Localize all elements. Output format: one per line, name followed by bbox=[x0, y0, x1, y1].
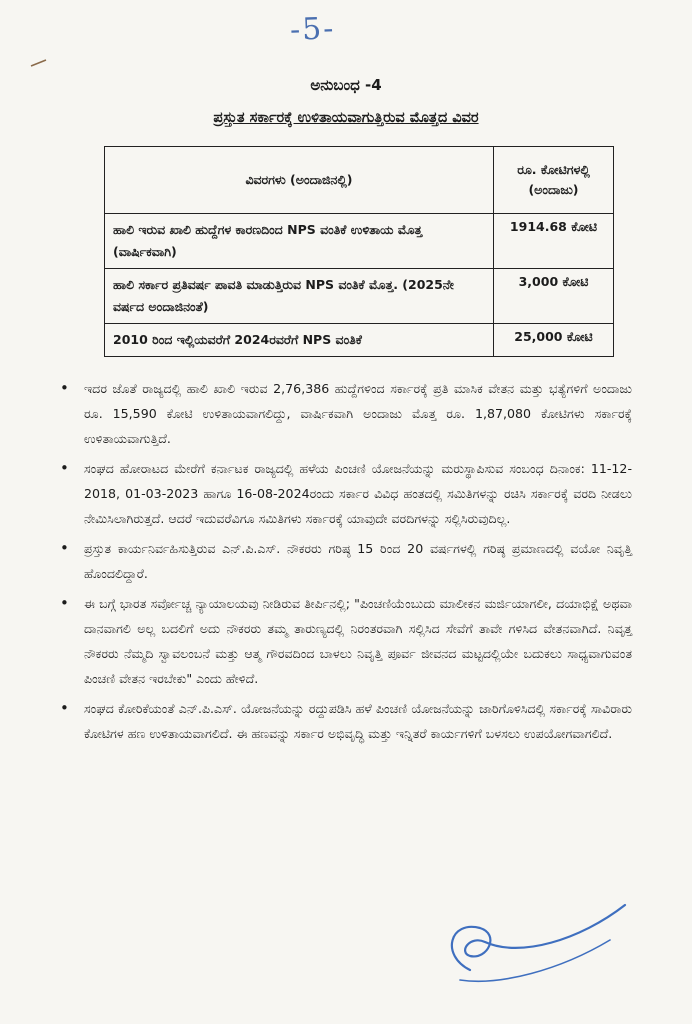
row-description: ಹಾಲಿ ಇರುವ ಖಾಲಿ ಹುದ್ದೆಗಳ ಕಾರಣದಿಂದ NPS ವಂತಿಕೆ ಉಳಿತಾಯ ಮೊತ್ತ (ವಾರ್ಷಿಕವಾಗಿ) bbox=[105, 214, 494, 269]
pen-mark bbox=[30, 58, 48, 68]
table-row bbox=[105, 269, 614, 324]
bullet-list bbox=[60, 376, 632, 751]
row-amount: 25,000 ಕೋಟಿ bbox=[494, 324, 614, 357]
row-description: 2010 ರಿಂದ ಇಲ್ಲಿಯವರೆಗೆ 2024ರವರೆಗೆ NPS ವಂತಿಕೆ bbox=[105, 324, 494, 357]
list-item bbox=[60, 376, 632, 451]
list-item bbox=[60, 536, 632, 586]
page-heading: ಪ್ರಸ್ತುತ ಸರ್ಕಾರಕ್ಕೆ ಉಳಿತಾಯವಾಗುತ್ತಿರುವ ಮೊತ್ತದ ವಿವರ bbox=[213, 110, 479, 126]
annexure-title: ಅನುಬಂಧ -4 bbox=[310, 76, 382, 94]
point-text: ಇದರ ಜೊತೆ ರಾಜ್ಯದಲ್ಲಿ ಹಾಲಿ ಖಾಲಿ ಇರುವ 2,76,386 ಹುದ್ದೆಗಳಿಂದ ಸರ್ಕಾರಕ್ಕೆ ಪ್ರತಿ ಮಾಸಿಕ ವೇತನ ಮತ್ತು ಭತ್ಯೆಗಳಿಗೆ ಅಂದಾಜು ರೂ. 15,590 ಕೋಟಿ ಉಳಿತಾಯವಾಗಲಿದ್ದು, ವಾರ್ಷಿಕವಾಗಿ ಅಂದಾಜು ಮೊತ್ತ ರೂ. 1,87,080 ಕೋಟಿಗಳು ಸರ್ಕಾರಕ್ಕೆ ಉಳಿತಾಯವಾಗುತ್ತಿದೆ. bbox=[84, 381, 632, 446]
savings-table bbox=[104, 146, 614, 357]
table-row bbox=[105, 324, 614, 357]
point-text: ಈ ಬಗ್ಗೆ ಭಾರತ ಸರ್ವೋಚ್ಚ ನ್ಯಾಯಾಲಯವು ನೀಡಿರುವ ತೀರ್ಪಿನಲ್ಲಿ; "ಪಿಂಚಣಿಯೆಂಬುದು ಮಾಲೀಕನ ಮರ್ಜಿಯಾಗಲೀ, ದಯಾಭಿಕ್ಷೆ ಅಥವಾ ದಾನವಾಗಲಿ ಅಲ್ಲ ಬದಲಿಗೆ ಅದು ನೌಕರರು ತಮ್ಮ ತಾರುಣ್ಯದಲ್ಲಿ ನಿರಂತರವಾಗಿ ಸಲ್ಲಿಸಿದ ಸೇವೆಗೆ ತಾವೇ ಗಳಿಸಿದ ವೇತನವಾಗಿದೆ. ನಿವೃತ್ತ ನೌಕರರು ನೆಮ್ಮದಿ ಸ್ವಾವಲಂಬನೆ ಮತ್ತು ಆತ್ಮ ಗೌರವದಿಂದ ಬಾಳಲು ನಿವೃತ್ತಿ ಪೂರ್ವ ಜೀವನದ ಮಟ್ಟದಲ್ಲಿಯೇ ಬದುಕಲು ಸಾಧ್ಯವಾಗುವಂತ ಪಿಂಚಣಿ ವೇತನ ಇರಬೇಕು" ಎಂದು ಹೇಳಿದೆ. bbox=[84, 596, 632, 686]
point-text: ಪ್ರಸ್ತುತ ಕಾರ್ಯನಿರ್ವಹಿಸುತ್ತಿರುವ ಎನ್.ಪಿ.ಎಸ್. ನೌಕರರು ಗರಿಷ್ಠ 15 ರಿಂದ 20 ವರ್ಷಗಳಲ್ಲಿ ಗರಿಷ್ಠ ಪ್ರಮಾಣದಲ್ಲಿ ವಯೋ ನಿವೃತ್ತಿ ಹೊಂದಲಿದ್ದಾರೆ. bbox=[84, 541, 632, 581]
point-text: ಸಂಘದ ಹೋರಾಟದ ಮೇರೆಗೆ ಕರ್ನಾಟಕ ರಾಜ್ಯದಲ್ಲಿ ಹಳೆಯ ಪಿಂಚಣಿ ಯೋಜನೆಯನ್ನು ಮರುಸ್ಥಾಪಿಸುವ ಸಂಬಂಧ ದಿನಾಂಕ: 11-12-2018, 01-03-2023 ಹಾಗೂ 16-08-2024ರಂದು ಸರ್ಕಾರ ವಿವಿಧ ಹಂತದಲ್ಲಿ ಸಮಿತಿಗಳನ್ನು ರಚಿಸಿ ಸರ್ಕಾರಕ್ಕೆ ವರದಿ ನೀಡಲು ನೇಮಿಸಿಲಾಗಿರುತ್ತದೆ. ಆದರೆ ಇದುವರೆವಿಗೂ ಸಮಿತಿಗಳು ಸರ್ಕಾರಕ್ಕೆ ಯಾವುದೇ ವರದಿಗಳನ್ನು ಸಲ್ಲಿಸಿರುವುದಿಲ್ಲ. bbox=[84, 461, 632, 526]
bullet-icon: • bbox=[60, 379, 69, 397]
bullet-icon: • bbox=[60, 539, 69, 557]
row-description: ಹಾಲಿ ಸರ್ಕಾರ ಪ್ರತಿವರ್ಷ ಪಾವತಿ ಮಾಡುತ್ತಿರುವ NPS ವಂತಿಕೆ ಮೊತ್ತ. (2025ನೇ ವರ್ಷದ ಅಂದಾಜಿನಂತೆ) bbox=[105, 269, 494, 324]
bullet-icon: • bbox=[60, 699, 69, 717]
point-text: ಸಂಘದ ಕೋರಿಕೆಯಂತೆ ಎನ್.ಪಿ.ಎಸ್. ಯೋಜನೆಯನ್ನು ರದ್ದುಪಡಿಸಿ ಹಳೆ ಪಿಂಚಣಿ ಯೋಜನೆಯನ್ನು ಜಾರಿಗೊಳಿಸಿದಲ್ಲಿ ಸರ್ಕಾರಕ್ಕೆ ಸಾವಿರಾರು ಕೋಟಿಗಳ ಹಣ ಉಳಿತಾಯವಾಗಲಿದೆ. ಈ ಹಣವನ್ನು ಸರ್ಕಾರ ಅಭಿವೃದ್ಧಿ ಮತ್ತು ಇನ್ನಿತರೆ ಕಾರ್ಯಗಳಿಗೆ ಬಳಸಲು ಉಪಯೋಗವಾಗಲಿದೆ. bbox=[84, 701, 632, 741]
handwritten-page-number: -5- bbox=[289, 11, 336, 48]
bullet-icon: • bbox=[60, 459, 69, 477]
row-amount: 3,000 ಕೋಟಿ bbox=[494, 269, 614, 324]
row-amount: 1914.68 ಕೋಟಿ bbox=[494, 214, 614, 269]
list-item bbox=[60, 696, 632, 746]
table-header-row bbox=[105, 147, 614, 214]
header-description: ವಿವರಗಳು (ಅಂದಾಜಿನಲ್ಲಿ) bbox=[105, 147, 494, 214]
table-row bbox=[105, 214, 614, 269]
list-item bbox=[60, 456, 632, 531]
signature bbox=[440, 900, 630, 990]
header-amount: ರೂ. ಕೋಟಿಗಳಲ್ಲಿ (ಅಂದಾಜು) bbox=[494, 147, 614, 214]
list-item bbox=[60, 591, 632, 691]
bullet-icon: • bbox=[60, 594, 69, 612]
